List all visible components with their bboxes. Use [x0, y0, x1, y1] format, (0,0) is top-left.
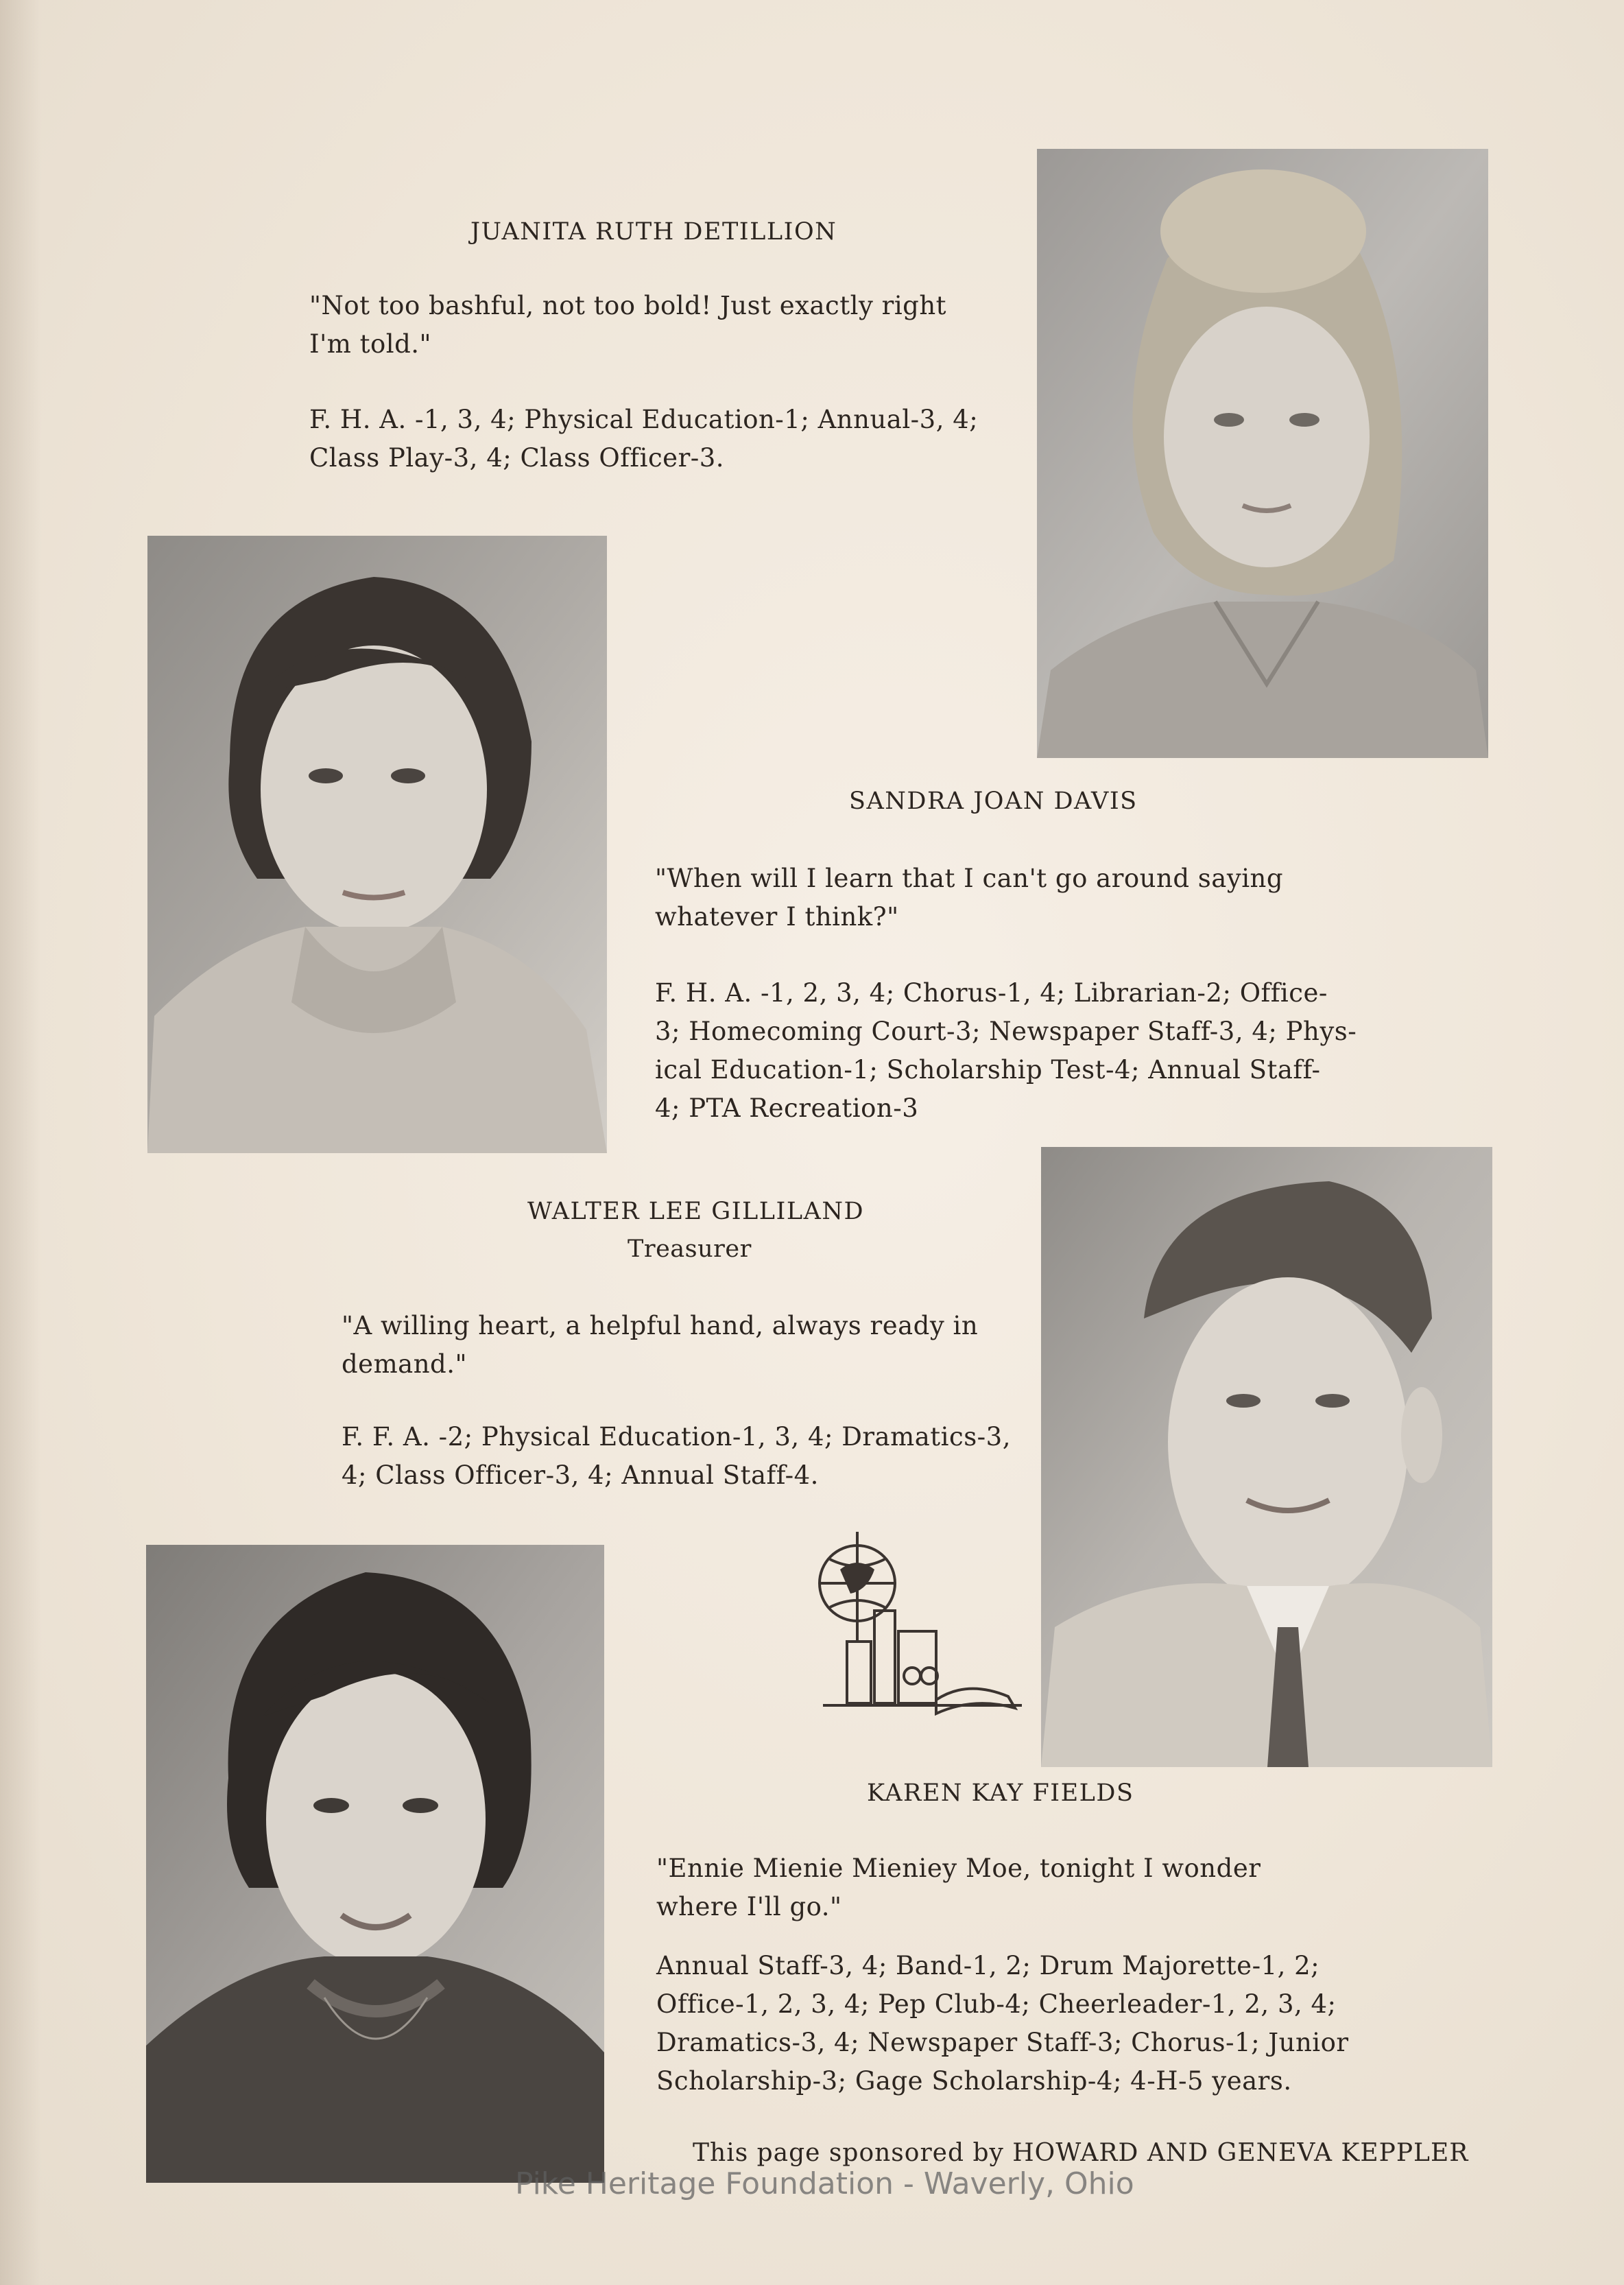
student-activities [342, 1418, 1011, 1495]
activity-line: F. H. A. -1, 3, 4; Physical Education-1; Annual-3, 4; [309, 405, 979, 434]
activity-line: Class Play-3, 4; Class Officer-3. [309, 443, 725, 473]
quote-line: "A willing heart, a helpful hand, always ready in [342, 1311, 979, 1340]
quote-line: demand." [342, 1349, 468, 1379]
activity-line: 4; PTA Recreation-3 [655, 1093, 919, 1123]
quote-line: "When will I learn that I can't go around saying [655, 864, 1284, 893]
activity-line: F. F. A. -2; Physical Education-1, 3, 4; Dramatics-3, [342, 1422, 1011, 1452]
activity-line: Dramatics-3, 4; Newspaper Staff-3; Chorus-1; Junior [656, 2028, 1349, 2057]
quote-line: "Ennie Mienie Mieniey Moe, tonight I wonder [656, 1854, 1261, 1883]
portrait-photo [146, 1545, 604, 2183]
student-name: JUANITA RUTH DETILLION [470, 218, 837, 246]
student-title: Treasurer [628, 1235, 752, 1263]
portrait-photo [1041, 1147, 1492, 1767]
portrait-karen-image [146, 1545, 604, 2183]
portrait-photo [147, 536, 607, 1153]
student-activities [656, 1947, 1349, 2100]
student-quote [655, 860, 1283, 936]
globe-and-books-icon [809, 1528, 1029, 1720]
activity-line: 4; Class Officer-3, 4; Annual Staff-4. [342, 1460, 819, 1490]
student-activities [655, 974, 1357, 1128]
student-activities [309, 401, 978, 477]
activity-line: Scholarship-3; Gage Scholarship-4; 4-H-5 years. [656, 2066, 1292, 2096]
student-quote [656, 1849, 1261, 1926]
student-quote [342, 1307, 978, 1384]
activity-line: Office-1, 2, 3, 4; Pep Club-4; Cheerleader-1, 2, 3, 4; [656, 1989, 1337, 2019]
quote-line: I'm told." [309, 329, 432, 359]
student-name: WALTER LEE GILLILAND [527, 1198, 865, 1225]
quote-line: where I'll go." [656, 1892, 842, 1921]
activity-line: ical Education-1; Scholarship Test-4; Annual Staff- [655, 1055, 1321, 1085]
activity-line: 3; Homecoming Court-3; Newspaper Staff-3, 4; Phys- [655, 1017, 1357, 1046]
globe-and-books-icon [809, 1528, 1029, 1720]
student-name: SANDRA JOAN DAVIS [849, 788, 1138, 815]
activity-line: F. H. A. -1, 2, 3, 4; Chorus-1, 4; Librarian-2; Office- [655, 978, 1328, 1008]
watermark: Pike Heritage Foundation - Waverly, Ohio [515, 2166, 1134, 2201]
page-gutter-shadow [0, 0, 41, 2285]
quote-line: whatever I think?" [655, 902, 899, 932]
portrait-photo [1037, 149, 1488, 758]
sponsor-line: This page sponsored by HOWARD AND GENEVA KEPPLER [693, 2139, 1469, 2167]
portrait-sandra-image [147, 536, 607, 1153]
activity-line: Annual Staff-3, 4; Band-1, 2; Drum Majorette-1, 2; [656, 1951, 1320, 1980]
portrait-walter-image [1041, 1147, 1492, 1767]
portrait-juanita-image [1037, 149, 1488, 758]
quote-line: "Not too bashful, not too bold! Just exactly right [309, 291, 947, 320]
student-name: KAREN KAY FIELDS [867, 1779, 1134, 1807]
student-quote [309, 287, 946, 364]
